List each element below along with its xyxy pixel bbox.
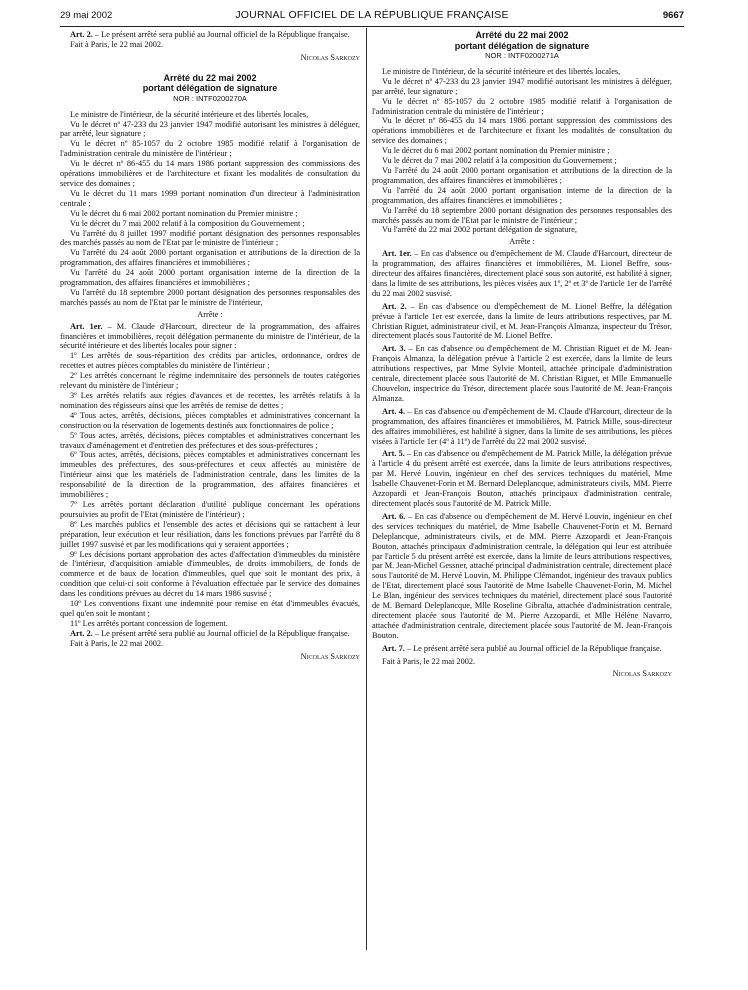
header-date: 29 mai 2002 [60, 10, 113, 21]
journal-title: JOURNAL OFFICIEL DE LA RÉPUBLIQUE FRANÇAISE [235, 9, 509, 21]
arrete-subtitle-1: portant délégation de signature [142, 83, 278, 94]
article-paragraph: Art. 2. – En cas d'absence ou d'empêchement de M. Lionel Beffre, la délégation prévue à l'article 1er est exercée, dans la limite de leurs attributions respectives, par M. Christian Riguet, administrateur civil, et M. Jean-François Almanza, inspecteur du Trésor, directement placés sous l'autorité de M. Lionel Beffre. [372, 301, 673, 341]
signature: Nicolas Sarkozy [612, 669, 672, 679]
delegation-item: 1º Les arrêtés de sous-répartition des crédits par articles, ordonnance, ordres de recettes et autres pièces comptables du ministère de l'intérieur ; [60, 351, 360, 371]
visa-paragraph: Vu le décret nº 85-1057 du 2 octobre 1985 modifié relatif à l'organisation de l'administration centrale du ministère de l'intérieur ; [372, 96, 672, 116]
arrete-subtitle-2: portant délégation de signature [454, 40, 590, 51]
left-column [60, 30, 360, 671]
top-signature: Nicolas Sarkozy [300, 52, 360, 62]
arrete-label: Arrête : [197, 309, 223, 319]
visa-paragraph: Vu l'arrêté du 18 septembre 2000 portant désignation des personnes responsables des marchés passés au nom de l'Etat par le ministre de l'intérieur, [60, 287, 360, 307]
delegation-item: 9º Les décisions portant approbation des actes d'affectation d'immeubles du ministère de l'intérieur, d'acquisition amiable d'immeubles, de droits immobiliers, de fonds de commerce et de baux de location d'immeubles, quel que soit le montant des prix, à condition que celui-ci soit conforme à l'évaluation effectuée par le service des domaines dans les conditions prévues au décret du 14 mars 1986 susvisé ; [60, 549, 360, 599]
visa-paragraph: Vu le décret nº 86-455 du 14 mars 1986 portant suppression des commissions des opérations immobilières et de l'architecture et fixant les modalités de consultation du service des domaines ; [372, 116, 672, 146]
fait-line: Fait à Paris, le 22 mai 2002. [382, 656, 476, 666]
article-paragraph: Art. 3. – En cas d'absence ou d'empêchement de M. Christian Riguet et de M. Jean-François Almanza, la délégation prévue à l'article 2 est exercée, dans la limite de leurs attributions respectives, par Mme Sylvie Monteil, attachée principale d'administration centrale, directement placée sous l'autorité de M. Christian Riguet, et Mlle Emmanuelle Chouvelon, inspectrice du Trésor, directement placée sous l'autorité de M. Jean-François Almanza. [372, 344, 672, 403]
visa-paragraph: Vu le décret nº 86-455 du 14 mars 1986 portant suppression des commissions des opérations immobilières et de l'architecture et fixant les modalités de consultation du service des domaines ; [60, 159, 360, 188]
delegation-item: 10º Les conventions fixant une indemnité pour remise en état d'immeubles évacués, quel qu'en soit le montant ; [60, 599, 360, 618]
fait-line: Fait à Paris, le 22 mai 2002. [70, 638, 164, 648]
visa-paragraph: Vu l'arrêté du 24 août 2000 portant organisation interne de la direction de la programmation, des affaires financières et immobilières ; [372, 185, 672, 205]
visa-paragraph: Vu l'arrêté du 8 juillet 1997 modifié portant désignation des personnes responsables des marchés passés au nom de l'Etat par le ministre de l'intérieur ; [60, 228, 360, 248]
articles-list [372, 249, 672, 653]
visa-paragraph: Vu l'arrêté du 24 août 2000 portant organisation interne de la direction de la programmation, des affaires financières et immobilières ; [60, 268, 360, 288]
visa-paragraph: Le ministre de l'intérieur, de la sécurité intérieure et des libertés locales, [382, 66, 621, 76]
delegation-items [60, 351, 360, 628]
delegation-item: 8º Les marchés publics et l'ensemble des actes et décisions qui se rattachent à leur préparation, leur exécution et leur résiliation, dans les fonctions prévues par l'arrêté du 8 juillet 1997 susvisé et par les modifications qui y seraient apportées ; [60, 519, 360, 549]
delegation-item: 4º Tous actes, arrêtés, décisions, pièces comptables et administratives concernant la construction ou la réservation de logements destinés aux fonctionnaires de police ; [60, 410, 360, 430]
visa-paragraph: Vu l'arrêté du 18 septembre 2000 portant désignation des personnes responsables des marchés passés au nom de l'Etat par le ministre de l'intérieur ; [372, 205, 672, 225]
delegation-item: 7º Les arrêtés portant déclaration d'utilité publique concernant les opérations poursuivies au profit de l'Etat (ministère de l'intérieur) ; [60, 499, 360, 519]
visa-paragraph: Vu le décret nº 85-1057 du 2 octobre 1985 modifié relatif à l'organisation de l'administration centrale du ministère de l'intérieur ; [60, 139, 360, 159]
delegation-item: 6º Tous actes, arrêtés, décisions, pièces comptables et administratives concernant les immeubles des préfectures, des sous-préfectures et ceux affectés au ministère de l'intérieur ainsi que les matériels de l'administration centrale, dans les limites de la responsabilité de la direction de la programmation, des affaires financières et immobilières ; [60, 450, 360, 500]
nor-reference-1: NOR : INTF0200270A [173, 93, 247, 103]
visa-paragraph: Vu le décret du 7 mai 2002 relatif à la composition du Gouvernement ; [70, 218, 305, 228]
article-paragraph: Art. 6. – En cas d'absence ou d'empêchement de M. Hervé Louvin, ingénieur en chef des services techniques du matériel, de Mme Isabelle Chauvenet-Forin et M. Bernard Deleplancque, administrateurs civils, et de MM. Pierre Azzopardi et Jean-François Bouton, attachés principaux d'administration centrale, la délégation qui leur est attribuée par l'article 5 du présent arrêté est exercée, dans la limite de leurs attributions respectives, par M. Jean-Michel Gessner, attaché principal d'administration centrale, directement placé sous l'autorité de M. Hervé Louvin, M. Philippe Clémandot, ingénieur des travaux publics de l'Etat, directement placé sous l'autorité de Mme Isabelle Chauvenet-Forin, M. Michel Le Blan, ingénieur des services techniques du matériel, directement placé sous l'autorité de M. Bernard Deleplancque, Mlle Roseline Gibralta, attachée d'administration centrale, directement placée sous l'autorité de M. Pierre Azzopardi, et Mlle Hélène Navarro, attachée d'administration centrale, directement placée sous l'autorité de M. Jean-François Bouton. [372, 511, 672, 640]
article-paragraph: Art. 7. – Le présent arrêté sera publié au Journal officiel de la République française. [382, 643, 662, 653]
nor-reference-2: NOR : INTF0200271A [485, 51, 559, 60]
article-2: Art. 2. – Le présent arrêté sera publié au Journal officiel de la République française. [70, 628, 350, 638]
top-article-2: Art. 2. – Le présent arrêté sera publié au Journal officiel de la République française. [70, 30, 350, 39]
delegation-item: 2º Les arrêtés concernant le régime indemnitaire des personnels de toutes catégories relevant du ministère de l'intérieur ; [60, 371, 360, 391]
delegation-item: 11º Les arrêtés portant concession de logement. [70, 618, 228, 628]
signature: Nicolas Sarkozy [300, 651, 360, 661]
visa-paragraph: Vu le décret nº 47-233 du 23 janvier 1947 modifié autorisant les ministres à déléguer, par arrêté, leur signature ; [372, 76, 672, 96]
visa-paragraph: Vu l'arrêté du 22 mai 2002 portant délégation de signature, [382, 225, 577, 235]
article-paragraph: Art. 5. – En cas d'absence ou d'empêchement de M. Patrick Mille, la délégation prévue à l'article 4 du présent arrêté est exercée, dans la limite de leurs attributions respectives, par M. Hervé Louvin, ingénieur en chef des services techniques du matériel, Mme Isabelle Chauvenet-Forin et M. Bernard Deleplancque, administrateurs civils, MM. Pierre Azzopardi et Jean-François Bouton, attachés principaux d'administration centrale, directement placés sous l'autorité de M. Patrick Mille. [372, 449, 672, 508]
column-divider [366, 28, 367, 950]
visa-paragraph: Vu le décret du 6 mai 2002 portant nomination du Premier ministre ; [382, 146, 610, 156]
top-fait: Fait à Paris, le 22 mai 2002. [70, 39, 164, 49]
delegation-item: 3º Les arrêtés relatifs aux régies d'avances et de recettes, les arrêtés relatifs à la nomination des régisseurs ainsi que les arrêtés de remise de dettes ; [60, 391, 360, 410]
article-1: Art. 1er. – M. Claude d'Harcourt, directeur de la programmation, des affaires financières et immobilières, reçoit délégation permanente du ministre de l'intérieur, de la sécurité intérieure et des libertés locales pour signer : [60, 321, 360, 351]
arrete-title-1: Arrêté du 22 mai 2002 [163, 72, 257, 83]
visas-list [372, 67, 672, 235]
visa-paragraph: Vu le décret nº 47-233 du 23 janvier 1947 modifié autorisant les ministres à déléguer, par arrêté, leur signature ; [60, 119, 360, 139]
visa-paragraph: Vu le décret du 7 mai 2002 relatif à la composition du Gouvernement ; [382, 156, 617, 166]
article-paragraph: Art. 1er. – En cas d'absence ou d'empêchement de M. Claude d'Harcourt, directeur de la programmation, des affaires financières et immobilières, M. Lionel Beffre, sous-directeur des affaires financières, directement placé sous son autorité, est habilité à signer, dans la limite de ses attributions, les pièces visées aux 1º, 2º et 3º de l'article 1er de l'arrêté du 22 mai 2002 susvisé. [372, 249, 672, 298]
visa-paragraph: Le ministre de l'intérieur, de la sécurité intérieure et des libertés locales, [70, 109, 309, 119]
visa-paragraph: Vu l'arrêté du 24 août 2000 portant organisation et attributions de la direction de la programmation, des affaires financières et immobilières ; [60, 248, 360, 268]
delegation-item: 5º Tous actes, arrêtés, décisions, pièces comptables et administratives concernant les travaux d'aménagement et d'entretien des préfectures et des sous-préfectures ; [60, 430, 360, 450]
arrete-label: Arrête : [509, 237, 535, 247]
visas-list [60, 110, 360, 308]
visa-paragraph: Vu le décret du 11 mars 1999 portant nomination d'un directeur à l'administration centrale ; [60, 188, 360, 208]
arrete-title-2: Arrêté du 22 mai 2002 [475, 30, 569, 40]
page-number: 9667 [662, 10, 684, 21]
visa-paragraph: Vu l'arrêté du 24 août 2000 portant organisation et attributions de la direction de la programmation, des affaires financières et immobilières ; [372, 165, 672, 185]
page-header [60, 8, 684, 27]
right-column [372, 30, 672, 689]
visa-paragraph: Vu le décret du 6 mai 2002 portant nomination du Premier ministre ; [70, 208, 298, 218]
article-paragraph: Art. 4. – En cas d'absence ou d'empêchement de M. Claude d'Harcourt, directeur de la programmation, des affaires financières et immobilières, M. Patrick Mille, sous-directeur des affaires immobilières, est habilité à signer, dans la limite de ses attributions, les pièces visées à l'article 1er (4º à 11º) de l'arrêté du 22 mai 2002 susvisé. [372, 406, 672, 446]
